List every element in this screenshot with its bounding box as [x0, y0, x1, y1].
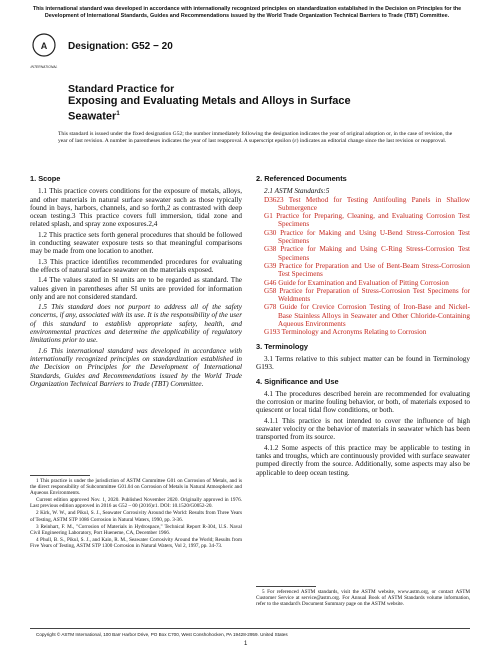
- footnote-2: 2 Kirk, W. W., and Pikul, S. J., Seawater Corrosivity Around the World: Results from Three Years of Testing, ASTM STP 1086 Corrosion in Natural Waters, 1990, pp. 3-36.: [30, 510, 242, 523]
- reference-title-link[interactable]: Practice for Making and Using C-Ring Stress-Corrosion Test Specimens: [278, 245, 470, 262]
- scope-1-1: 1.1 This practice covers conditions for the exposure of metals, alloys, and other materials in natural surface seawater such as those typically found in bays, harbors, channels, and so forth,2 as contrasted with deep ocean testing.3 This practice covers full immersion, tidal zone and related splash, and spray zone exposures.2,4: [30, 187, 242, 229]
- footnote-1: 1 This practice is under the jurisdiction of ASTM Committee G01 on Corrosion of Metals, and is the direct responsibility of Subcommittee G01.04 on Corrosion of Metals in Natural Atmospheric and Aqueous Environments.: [30, 478, 242, 497]
- copyright-footer: Copyright © ASTM International, 100 Barr Harbor Drive, PO Box C700, West Conshohocken, PA 19428-2959. United States: [36, 632, 288, 637]
- reference-title-link[interactable]: Terminology and Acronyms Relating to Corrosion: [281, 328, 427, 337]
- title-line-1: Standard Practice for: [68, 83, 175, 95]
- reference-title-link[interactable]: Guide for Examination and Evaluation of Pitting Corrosion: [278, 278, 449, 287]
- footnote-4: 4 Phull, B. S., Pikul, S. J., and Kain, R. M., Seawater Corrosivity Around the World; Results from Five Years of Testing, ASTM STP 1300 Corrosion in Natural Waters, Vol 2, 1997, pp. 34-73.: [30, 536, 242, 549]
- svg-text:A: A: [40, 41, 48, 51]
- terminology-heading: 3. Terminology: [256, 341, 309, 351]
- reference-code-link[interactable]: G46: [264, 278, 277, 287]
- reference-item: [256, 303, 470, 328]
- astm-standards-subheading: 2.1 ASTM Standards:5: [264, 187, 330, 196]
- significance-4-1: 4.1 The procedures described herein are recommended for evaluating the corrosion or marine fouling behavior, or both, of materials exposed to quiescent or local tidal flow conditions, or both.: [256, 389, 470, 415]
- footnote-5-text: 5 For referenced ASTM standards, visit the ASTM website, www.astm.org, or contact ASTM Customer Service at service@astm.org. For Annual Book of ASTM Standards volume information, refer to the standard's Document Summary page on the ASTM website.: [256, 589, 470, 608]
- reference-code-link[interactable]: G58: [264, 286, 277, 295]
- reference-title-link[interactable]: Practice for Preparing, Cleaning, and Evaluating Corrosion Test Specimens: [276, 212, 470, 229]
- reference-title-link[interactable]: Practice for Making and Using U-Bend Stress-Corrosion Test Specimens: [278, 228, 470, 246]
- reference-item: [256, 279, 470, 287]
- scope-1-2: 1.2 This practice sets forth general procedures that should be followed in conducting seawater exposure tests so that meaningful comparisons may be made from one location to another.: [30, 230, 242, 256]
- reference-title-link[interactable]: Practice for Preparation and Use of Bent-Beam Stress-Corrosion Test Specimens: [278, 261, 470, 279]
- scope-1-3: 1.3 This practice identifies recommended procedures for evaluating the effects of natural surface seawater on the materials exposed.: [30, 257, 242, 274]
- footnote-3: 3 Reinhart, F. M., "Corrosion of Materials in Hydrospace," Technical Report R-304, U.S. Naval Civil Engineering Laboratory, Port Hueneme, CA, December 1966.: [30, 523, 242, 536]
- reference-item: [256, 212, 470, 229]
- footnote-1b: Current edition approved Nov. 1, 2020. Published November 2020. Originally approved in 1976. Last previous edition approved in 2016 as G52 – 00 (2016)ε1. DOI: 10.1520/G0052-20.: [30, 497, 242, 510]
- reference-code-link[interactable]: D3623: [264, 195, 284, 204]
- reference-item: [256, 328, 470, 336]
- title-line-2: Exposing and Evaluating Metals and Alloys in Surface: [68, 95, 351, 107]
- astm-logo: [30, 33, 58, 73]
- footnote-5: [256, 589, 470, 608]
- title-line-3: Seawater$^1$: [68, 110, 120, 123]
- significance-heading: 4. Significance and Use: [256, 376, 339, 386]
- reference-code-link[interactable]: G39: [264, 261, 277, 270]
- reference-item: [256, 262, 470, 279]
- reference-item: [256, 245, 470, 262]
- terminology-3-1: 3.1 Terms relative to this subject matter can be found in Terminology G193.: [256, 354, 470, 372]
- document-title: [68, 83, 428, 124]
- tbt-notice: This international standard was developed in accordance with internationally recognized principles on standardization established in the Decision on Principles for the Development of International Standards, Guides and Recommendations issued by the World Trade Organization Technical Barriers to Trade (TBT) Committee.: [32, 6, 462, 19]
- significance-4-1-1: 4.1.1 This practice is not intended to cover the influence of high seawater velocity or the behavior of materials in seawater which has been transported from its source.: [256, 416, 470, 442]
- reference-code-link[interactable]: G1: [264, 212, 273, 221]
- reference-list: [256, 196, 470, 337]
- footer-divider: [30, 628, 470, 629]
- svg-text:INTERNATIONAL: INTERNATIONAL: [30, 65, 58, 69]
- footnote-divider: [30, 475, 90, 476]
- footnotes-left: [30, 478, 242, 550]
- scope-1-4: 1.4 The values stated in SI units are to be regarded as standard. The values given in parentheses after SI units are provided for information only and are not considered standard.: [30, 276, 242, 301]
- designation: Designation: G52 − 20: [68, 41, 173, 52]
- reference-title-link[interactable]: Practice for Preparation of Stress-Corrosion Test Specimens for Weldments: [278, 286, 470, 304]
- referenced-documents-heading: 2. Referenced Documents: [256, 174, 347, 183]
- scope-heading: 1. Scope: [30, 174, 61, 183]
- reference-item: [256, 196, 470, 213]
- reference-item: [256, 287, 470, 304]
- scope-1-5: 1.5 This standard does not purport to address all of the safety concerns, if any, associated with its use. It is the responsibility of the user of this standard to establish appropriate safety, health, and environmental practices and determine the applicability of regulatory limitations prior to use.: [30, 303, 242, 345]
- reference-code-link[interactable]: G78: [264, 303, 277, 312]
- reference-title-link[interactable]: Test Method for Testing Antifouling Panels in Shallow Submergence: [278, 195, 470, 212]
- reference-code-link[interactable]: G30: [264, 228, 277, 237]
- designation-intro: This standard is issued under the fixed designation G52; the number immediately following the designation indicates the year of original adoption or, in the case of revision, the year of last revision. A number in parentheses indicates the year of last reapproval. A superscript epsilon (ε) indicates an editorial change since the last revision or reapproval.: [58, 131, 453, 144]
- scope-1-6: 1.6 This international standard was developed in accordance with internationally recognized principles on standardization established in the Decision on Principles for the Development of International Standards, Guides and Recommendations issued by the World Trade Organization Technical Barriers to Trade (TBT) Committee.: [30, 346, 242, 388]
- page-number: 1: [244, 641, 248, 647]
- significance-4-1-2: 4.1.2 Some aspects of this practice may be applicable to testing in tanks and troughs, which are continuously provided with surface seawater pumped directly from the source. Additionally, some aspects may also be applicable to deep ocean testing.: [256, 443, 470, 477]
- reference-item: [256, 229, 470, 246]
- reference-code-link[interactable]: G38: [264, 245, 277, 254]
- reference-code-link[interactable]: G193: [264, 328, 280, 337]
- left-column: [30, 175, 242, 388]
- footnote-divider-right: [256, 586, 316, 587]
- reference-title-link[interactable]: Guide for Crevice Corrosion Testing of Iron-Base and Nickel-Base Stainless Alloys in Seawater and Other Chloride-Containing Aqueous Environments: [278, 303, 470, 329]
- right-column: [256, 175, 470, 477]
